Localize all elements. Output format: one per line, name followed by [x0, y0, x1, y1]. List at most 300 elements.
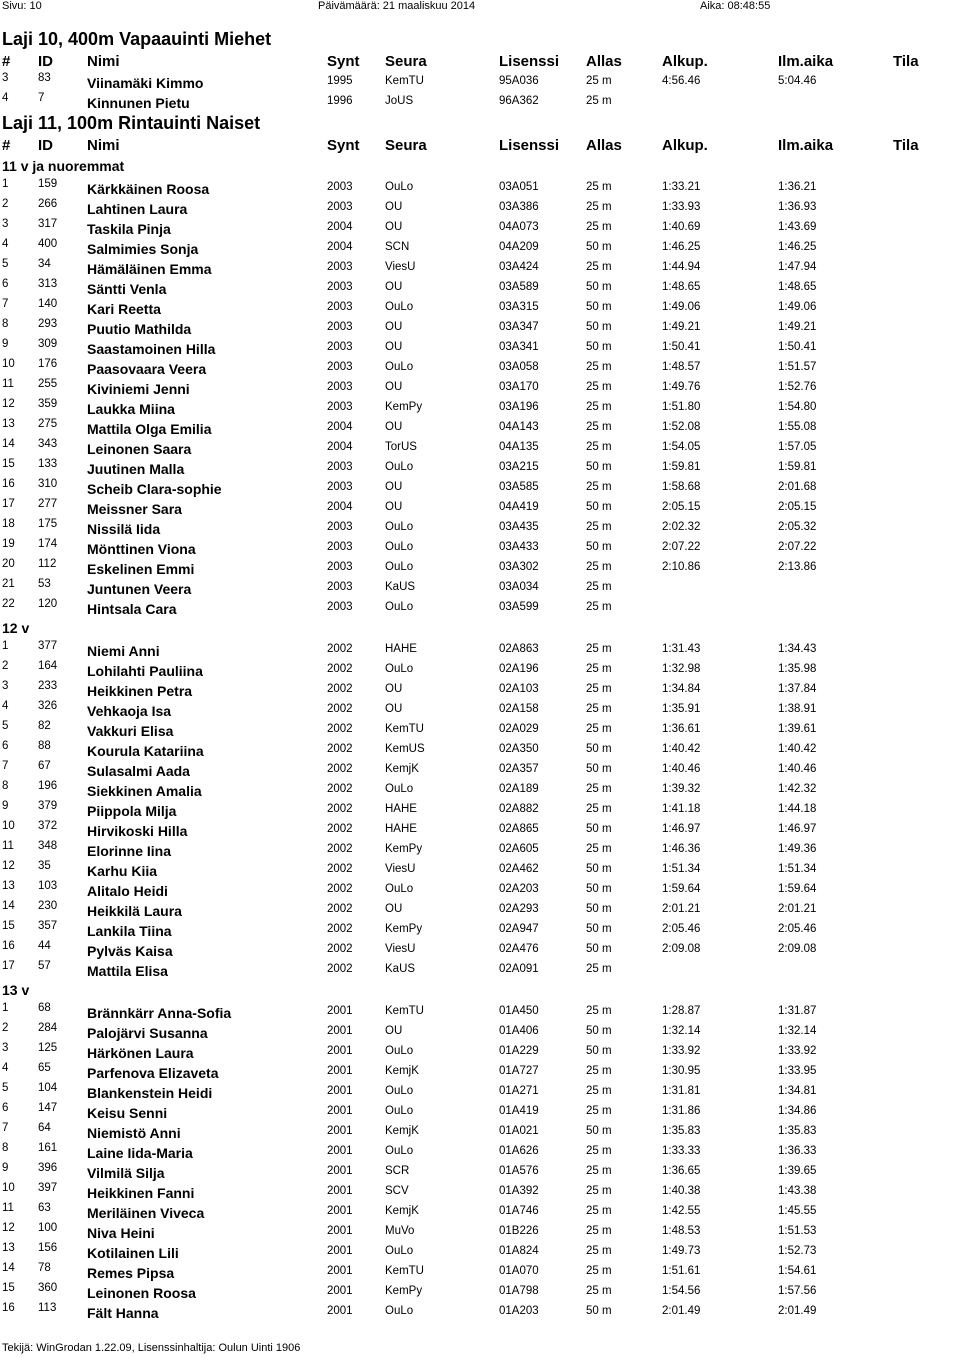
registered-time-cell: 1:44.18 [778, 803, 817, 815]
place-cell: 8 [2, 1142, 9, 1154]
age-group-title: 11 v ja nuoremmat [2, 158, 125, 174]
birth-year-cell: 2003 [327, 341, 353, 353]
entry-time-cell: 1:54.56 [662, 1285, 701, 1297]
place-cell: 6 [2, 1102, 9, 1114]
entry-time-cell: 1:33.21 [662, 181, 701, 193]
table-row [0, 337, 960, 357]
id-cell: 196 [38, 780, 58, 792]
registered-time-cell: 1:40.42 [778, 743, 817, 755]
entry-time-cell: 1:51.80 [662, 401, 701, 413]
name-cell: Puutio Mathilda [87, 321, 192, 337]
entry-time-cell: 1:32.14 [662, 1025, 701, 1037]
name-cell: Keisu Senni [87, 1105, 168, 1121]
club-cell: ViesU [385, 863, 416, 875]
license-cell: 01A203 [499, 1305, 539, 1317]
club-cell: OU [385, 221, 403, 233]
table-row [0, 1201, 960, 1221]
registered-time-cell: 1:32.14 [778, 1025, 817, 1037]
place-cell: 1 [2, 178, 9, 190]
pool-cell: 50 m [586, 763, 612, 775]
table-row [0, 377, 960, 397]
club-cell: OuLo [385, 601, 414, 613]
pool-cell: 50 m [586, 461, 612, 473]
registered-time-cell: 1:50.41 [778, 341, 817, 353]
place-cell: 10 [2, 358, 15, 370]
col-header-status: Tila [893, 137, 919, 154]
club-cell: OU [385, 421, 403, 433]
place-cell: 16 [2, 940, 15, 952]
license-cell: 02A293 [499, 903, 539, 915]
table-row [0, 1041, 960, 1061]
license-cell: 02A357 [499, 763, 539, 775]
id-cell: 313 [38, 278, 58, 290]
pool-cell: 25 m [586, 481, 612, 493]
registered-time-cell: 2:09.08 [778, 943, 817, 955]
club-cell: OuLo [385, 361, 414, 373]
registered-time-cell: 1:59.64 [778, 883, 817, 895]
table-row [0, 1261, 960, 1281]
place-cell: 3 [2, 218, 9, 230]
club-cell: OU [385, 501, 403, 513]
table-row [0, 91, 960, 111]
club-cell: OU [385, 281, 403, 293]
column-header-row [0, 135, 960, 155]
place-cell: 13 [2, 1242, 15, 1254]
license-cell: 02A158 [499, 703, 539, 715]
club-cell: TorUS [385, 441, 417, 453]
pool-cell: 25 m [586, 963, 612, 975]
birth-year-cell: 2001 [327, 1005, 353, 1017]
place-cell: 11 [2, 840, 14, 852]
place-cell: 9 [2, 1162, 9, 1174]
birth-year-cell: 2001 [327, 1225, 353, 1237]
place-cell: 21 [2, 578, 15, 590]
name-cell: Lankila Tiina [87, 923, 172, 939]
license-cell: 03A386 [499, 201, 539, 213]
table-row [0, 177, 960, 197]
registered-time-cell: 1:39.65 [778, 1165, 817, 1177]
age-group-title: 12 v [2, 620, 30, 636]
registered-time-cell: 1:33.95 [778, 1065, 817, 1077]
col-header-club: Seura [385, 137, 427, 154]
pool-cell: 25 m [586, 1205, 612, 1217]
place-cell: 6 [2, 278, 9, 290]
name-cell: Viinamäki Kimmo [87, 75, 204, 91]
name-cell: Meriläinen Viveca [87, 1205, 205, 1221]
entry-time-cell: 1:50.41 [662, 341, 701, 353]
table-row [0, 639, 960, 659]
id-cell: 159 [38, 178, 58, 190]
club-cell: OuLo [385, 1085, 414, 1097]
birth-year-cell: 2001 [327, 1205, 353, 1217]
name-cell: Vehkaoja Isa [87, 703, 172, 719]
pool-cell: 25 m [586, 1285, 612, 1297]
id-cell: 133 [38, 458, 58, 470]
name-cell: Heikkinen Fanni [87, 1185, 195, 1201]
pool-cell: 25 m [586, 683, 612, 695]
id-cell: 348 [38, 840, 58, 852]
name-cell: Eskelinen Emmi [87, 561, 195, 577]
club-cell: OuLo [385, 461, 414, 473]
birth-year-cell: 2003 [327, 261, 353, 273]
club-cell: JoUS [385, 95, 414, 107]
id-cell: 112 [38, 558, 57, 570]
name-cell: Vakkuri Elisa [87, 723, 174, 739]
license-cell: 03A058 [499, 361, 539, 373]
birth-year-cell: 2002 [327, 783, 353, 795]
entry-time-cell: 1:48.53 [662, 1225, 701, 1237]
table-row [0, 277, 960, 297]
place-cell: 16 [2, 478, 15, 490]
table-row [0, 1101, 960, 1121]
birth-year-cell: 2003 [327, 381, 353, 393]
entry-time-cell: 1:40.38 [662, 1185, 701, 1197]
registered-time-cell: 1:37.84 [778, 683, 817, 695]
license-cell: 03A424 [499, 261, 539, 273]
name-cell: Juntunen Veera [87, 581, 192, 597]
table-row [0, 297, 960, 317]
table-row [0, 257, 960, 277]
entry-time-cell: 1:35.91 [662, 703, 701, 715]
col-header-registered-time: Ilm.aika [778, 137, 834, 154]
entry-time-cell: 2:05.15 [662, 501, 701, 513]
entry-time-cell: 1:40.69 [662, 221, 701, 233]
place-cell: 15 [2, 458, 15, 470]
pool-cell: 25 m [586, 75, 612, 87]
place-cell: 12 [2, 1222, 15, 1234]
entry-time-cell: 1:49.73 [662, 1245, 701, 1257]
id-cell: 44 [38, 940, 51, 952]
entry-time-cell: 1:36.65 [662, 1165, 701, 1177]
id-cell: 34 [38, 258, 51, 270]
club-cell: OuLo [385, 883, 414, 895]
name-cell: Heikkilä Laura [87, 903, 182, 919]
birth-year-cell: 2002 [327, 883, 353, 895]
id-cell: 104 [38, 1082, 58, 1094]
pool-cell: 25 m [586, 361, 612, 373]
id-cell: 357 [38, 920, 58, 932]
id-cell: 230 [38, 900, 58, 912]
registered-time-cell: 2:05.15 [778, 501, 817, 513]
name-cell: Hintsala Cara [87, 601, 177, 617]
pool-cell: 25 m [586, 95, 612, 107]
registered-time-cell: 1:51.53 [778, 1225, 817, 1237]
registered-time-cell: 1:48.65 [778, 281, 817, 293]
name-cell: Vilmilä Silja [87, 1165, 165, 1181]
birth-year-cell: 2001 [327, 1185, 353, 1197]
place-cell: 4 [2, 238, 9, 250]
pool-cell: 25 m [586, 1065, 612, 1077]
pool-cell: 25 m [586, 1145, 612, 1157]
club-cell: OuLo [385, 1105, 414, 1117]
id-cell: 64 [38, 1122, 51, 1134]
pool-cell: 25 m [586, 1085, 612, 1097]
name-cell: Niemistö Anni [87, 1125, 181, 1141]
birth-year-cell: 1996 [327, 95, 353, 107]
table-row [0, 477, 960, 497]
name-cell: Taskila Pinja [87, 221, 171, 237]
name-cell: Kari Reetta [87, 301, 161, 317]
id-cell: 82 [38, 720, 51, 732]
pool-cell: 25 m [586, 1165, 612, 1177]
license-cell: 02A863 [499, 643, 539, 655]
id-cell: 309 [38, 338, 58, 350]
license-cell: 01A727 [499, 1065, 539, 1077]
club-cell: OU [385, 381, 403, 393]
place-cell: 11 [2, 1202, 14, 1214]
table-row [0, 719, 960, 739]
license-cell: 02A029 [499, 723, 539, 735]
col-header-place: # [2, 53, 11, 70]
pool-cell: 25 m [586, 381, 612, 393]
pool-cell: 50 m [586, 1025, 612, 1037]
id-cell: 275 [38, 418, 58, 430]
registered-time-cell: 1:57.05 [778, 441, 817, 453]
id-cell: 343 [38, 438, 58, 450]
license-cell: 01A271 [499, 1085, 539, 1097]
name-cell: Pylväs Kaisa [87, 943, 173, 959]
id-cell: 88 [38, 740, 51, 752]
registered-time-cell: 1:59.81 [778, 461, 817, 473]
birth-year-cell: 2002 [327, 943, 353, 955]
id-cell: 396 [38, 1162, 58, 1174]
entry-time-cell: 1:31.43 [662, 643, 701, 655]
registered-time-cell: 5:04.46 [778, 75, 817, 87]
name-cell: Saastamoinen Hilla [87, 341, 216, 357]
place-cell: 14 [2, 1262, 15, 1274]
place-cell: 22 [2, 598, 15, 610]
registered-time-cell: 2:07.22 [778, 541, 817, 553]
column-header-row [0, 51, 960, 71]
license-cell: 02A091 [499, 963, 539, 975]
license-cell: 01A419 [499, 1105, 539, 1117]
entry-time-cell: 1:33.92 [662, 1045, 701, 1057]
birth-year-cell: 2004 [327, 501, 353, 513]
pool-cell: 25 m [586, 1265, 612, 1277]
pool-cell: 50 m [586, 501, 612, 513]
table-row [0, 1121, 960, 1141]
club-cell: KemPy [385, 843, 423, 855]
pool-cell: 25 m [586, 1245, 612, 1257]
place-cell: 7 [2, 1122, 9, 1134]
entry-time-cell: 1:51.34 [662, 863, 701, 875]
id-cell: 103 [38, 880, 58, 892]
registered-time-cell: 1:51.34 [778, 863, 817, 875]
pool-cell: 25 m [586, 521, 612, 533]
license-cell: 03A034 [499, 581, 539, 593]
name-cell: Paasovaara Veera [87, 361, 207, 377]
pool-cell: 25 m [586, 723, 612, 735]
table-row [0, 597, 960, 617]
birth-year-cell: 2003 [327, 481, 353, 493]
id-cell: 100 [38, 1222, 58, 1234]
table-row [0, 859, 960, 879]
license-cell: 03A315 [499, 301, 539, 313]
pool-cell: 25 m [586, 803, 612, 815]
birth-year-cell: 2001 [327, 1125, 353, 1137]
place-cell: 13 [2, 880, 15, 892]
id-cell: 360 [38, 1282, 58, 1294]
club-cell: OU [385, 201, 403, 213]
id-cell: 156 [38, 1242, 58, 1254]
pool-cell: 50 m [586, 321, 612, 333]
name-cell: Palojärvi Susanna [87, 1025, 208, 1041]
name-cell: Karhu Kiia [87, 863, 158, 879]
license-cell: 01A576 [499, 1165, 539, 1177]
table-row [0, 939, 960, 959]
place-cell: 2 [2, 660, 9, 672]
table-row [0, 679, 960, 699]
entry-time-cell: 1:49.06 [662, 301, 701, 313]
pool-cell: 25 m [586, 201, 612, 213]
table-row [0, 1181, 960, 1201]
birth-year-cell: 2003 [327, 541, 353, 553]
entry-time-cell: 2:10.86 [662, 561, 701, 573]
registered-time-cell: 2:05.32 [778, 521, 817, 533]
birth-year-cell: 2002 [327, 923, 353, 935]
entry-time-cell: 1:48.65 [662, 281, 701, 293]
license-cell: 01A392 [499, 1185, 539, 1197]
col-header-pool: Allas [586, 53, 622, 70]
name-cell: Niva Heini [87, 1225, 155, 1241]
license-cell: 03A341 [499, 341, 539, 353]
license-cell: 04A073 [499, 221, 539, 233]
place-cell: 3 [2, 72, 9, 84]
place-cell: 10 [2, 1182, 15, 1194]
id-cell: 113 [38, 1302, 57, 1314]
license-cell: 02A947 [499, 923, 539, 935]
id-cell: 317 [38, 218, 58, 230]
entry-time-cell: 1:31.81 [662, 1085, 701, 1097]
birth-year-cell: 2003 [327, 361, 353, 373]
id-cell: 377 [38, 640, 58, 652]
name-cell: Niemi Anni [87, 643, 160, 659]
place-cell: 2 [2, 198, 9, 210]
pool-cell: 50 m [586, 1305, 612, 1317]
name-cell: Juutinen Malla [87, 461, 185, 477]
place-cell: 5 [2, 258, 9, 270]
entry-time-cell: 1:58.68 [662, 481, 701, 493]
license-cell: 03A585 [499, 481, 539, 493]
club-cell: KemjK [385, 763, 419, 775]
birth-year-cell: 2001 [327, 1045, 353, 1057]
name-cell: Hämäläinen Emma [87, 261, 212, 277]
entry-time-cell: 2:01.21 [662, 903, 701, 915]
birth-year-cell: 2002 [327, 863, 353, 875]
name-cell: Mattila Elisa [87, 963, 168, 979]
pool-cell: 25 m [586, 1005, 612, 1017]
name-cell: Mattila Olga Emilia [87, 421, 212, 437]
registered-time-cell: 1:36.93 [778, 201, 817, 213]
name-cell: Kourula Katariina [87, 743, 204, 759]
col-header-registered-time: Ilm.aika [778, 53, 834, 70]
name-cell: Mönttinen Viona [87, 541, 196, 557]
club-cell: HAHE [385, 803, 417, 815]
club-cell: KemjK [385, 1065, 419, 1077]
club-cell: OuLo [385, 1045, 414, 1057]
registered-time-cell: 1:42.32 [778, 783, 817, 795]
name-cell: Leinonen Roosa [87, 1285, 196, 1301]
registered-time-cell: 1:57.56 [778, 1285, 817, 1297]
table-row [0, 517, 960, 537]
report-time: Aika: 08:48:55 [700, 0, 771, 12]
registered-time-cell: 2:01.21 [778, 903, 817, 915]
birth-year-cell: 2002 [327, 643, 353, 655]
club-cell: OU [385, 1025, 403, 1037]
club-cell: ViesU [385, 261, 416, 273]
table-row [0, 1241, 960, 1261]
registered-time-cell: 2:13.86 [778, 561, 817, 573]
id-cell: 35 [38, 860, 51, 872]
table-row [0, 839, 960, 859]
table-row [0, 1141, 960, 1161]
club-cell: KemTU [385, 1265, 424, 1277]
entry-time-cell: 1:59.81 [662, 461, 701, 473]
footer-credits: Tekijä: WinGrodan 1.22.09, Lisenssinhaltija: Oulun Uinti 1906 [2, 1342, 301, 1354]
club-cell: OuLo [385, 1245, 414, 1257]
place-cell: 7 [2, 760, 9, 772]
place-cell: 9 [2, 338, 9, 350]
entry-time-cell: 1:46.25 [662, 241, 701, 253]
birth-year-cell: 2001 [327, 1305, 353, 1317]
col-header-status: Tila [893, 53, 919, 70]
id-cell: 293 [38, 318, 58, 330]
license-cell: 03A170 [499, 381, 539, 393]
registered-time-cell: 1:46.25 [778, 241, 817, 253]
license-cell: 03A435 [499, 521, 539, 533]
name-cell: Elorinne Iina [87, 843, 172, 859]
id-cell: 120 [38, 598, 58, 610]
license-cell: 02A350 [499, 743, 539, 755]
entry-time-cell: 1:41.18 [662, 803, 701, 815]
table-row [0, 1021, 960, 1041]
name-cell: Parfenova Elizaveta [87, 1065, 219, 1081]
name-cell: Heikkinen Petra [87, 683, 193, 699]
birth-year-cell: 2001 [327, 1165, 353, 1177]
license-cell: 01A021 [499, 1125, 539, 1137]
place-cell: 5 [2, 1082, 9, 1094]
table-row [0, 1301, 960, 1321]
club-cell: OuLo [385, 521, 414, 533]
table-row [0, 537, 960, 557]
club-cell: OuLo [385, 561, 414, 573]
col-header-birth-year: Synt [327, 53, 360, 70]
club-cell: KaUS [385, 963, 416, 975]
entry-time-cell: 4:56.46 [662, 75, 701, 87]
entry-time-cell: 1:49.21 [662, 321, 701, 333]
id-cell: 174 [38, 538, 58, 550]
entry-time-cell: 2:07.22 [662, 541, 701, 553]
club-cell: KaUS [385, 581, 416, 593]
birth-year-cell: 2003 [327, 601, 353, 613]
col-header-license: Lisenssi [499, 53, 560, 70]
entry-time-cell: 1:31.86 [662, 1105, 701, 1117]
pool-cell: 50 m [586, 863, 612, 875]
birth-year-cell: 2002 [327, 843, 353, 855]
birth-year-cell: 2001 [327, 1105, 353, 1117]
registered-time-cell: 1:49.21 [778, 321, 817, 333]
entry-time-cell: 1:36.61 [662, 723, 701, 735]
registered-time-cell: 1:35.83 [778, 1125, 817, 1137]
name-cell: Kiviniemi Jenni [87, 381, 190, 397]
registered-time-cell: 1:43.69 [778, 221, 817, 233]
entry-time-cell: 1:46.36 [662, 843, 701, 855]
birth-year-cell: 2003 [327, 401, 353, 413]
table-row [0, 237, 960, 257]
registered-time-cell: 1:46.97 [778, 823, 817, 835]
entry-time-cell: 1:35.83 [662, 1125, 701, 1137]
page-number: Sivu: 10 [2, 0, 42, 12]
